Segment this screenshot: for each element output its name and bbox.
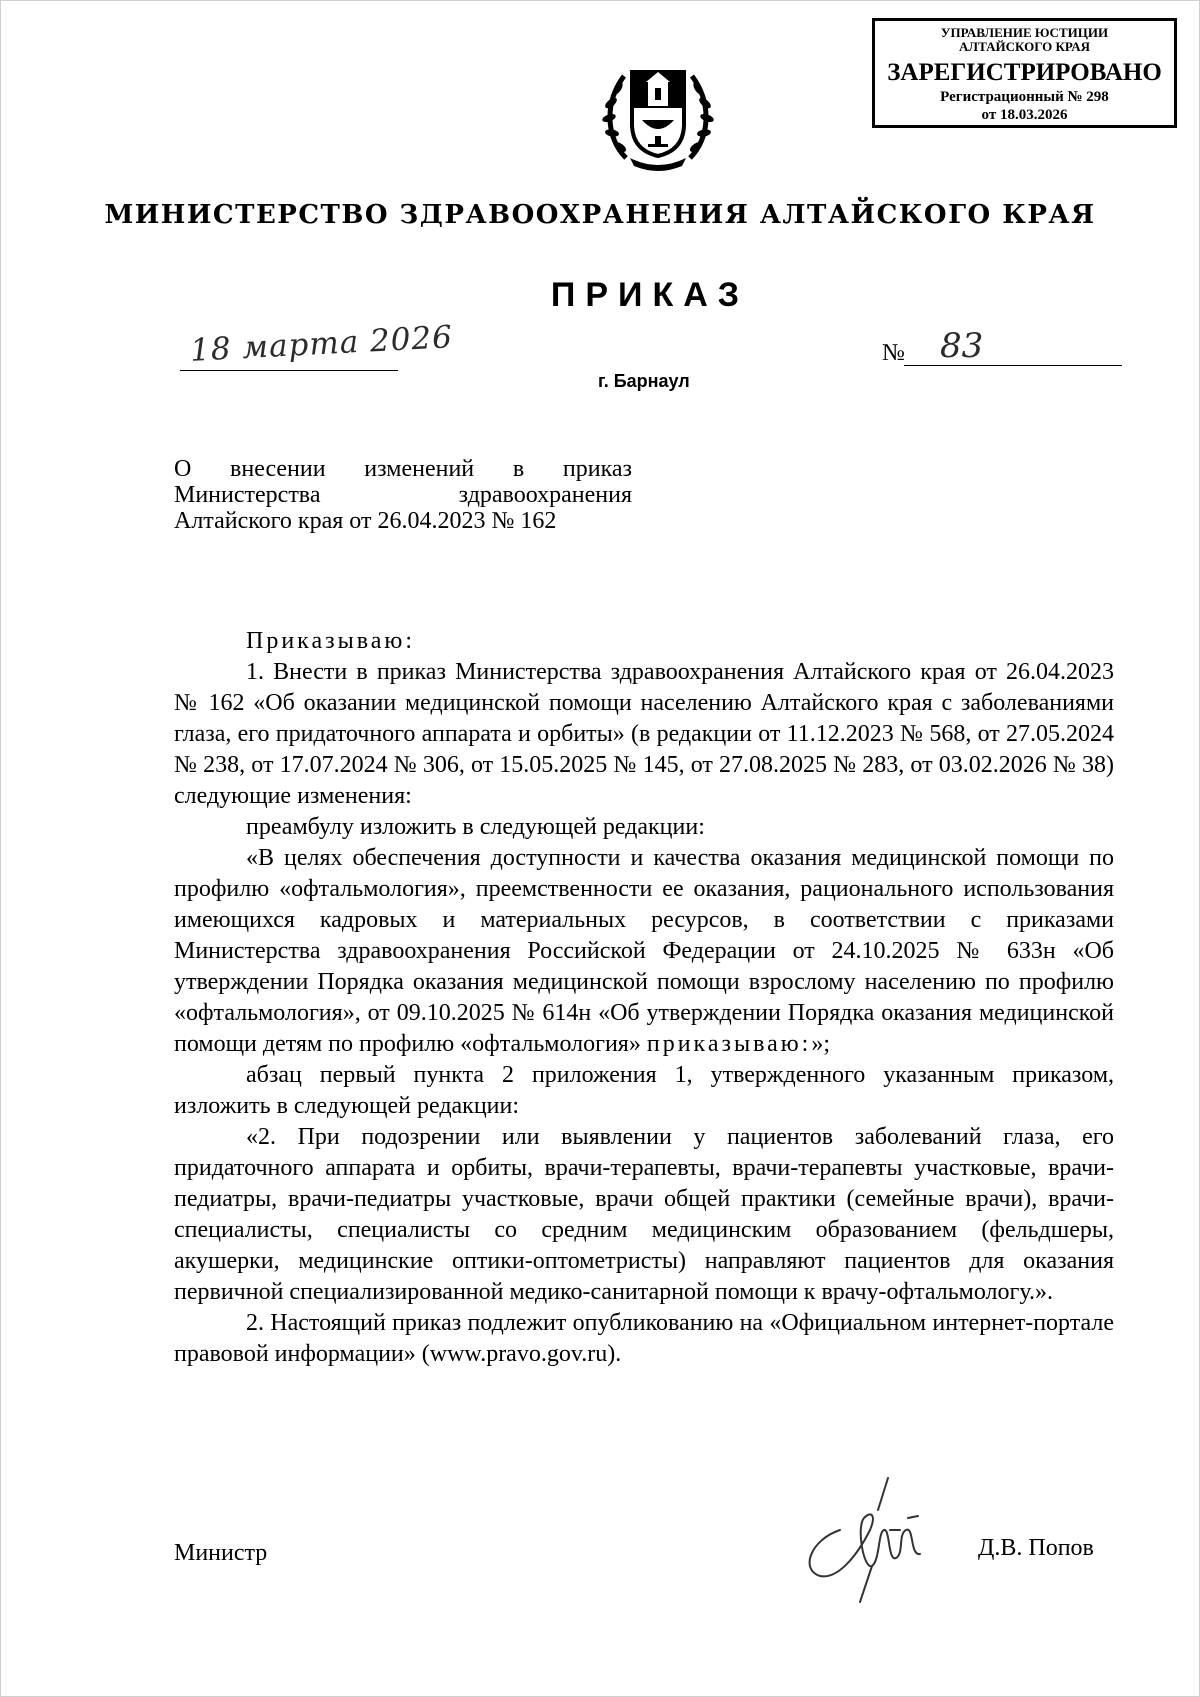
coat-of-arms-icon (596, 58, 720, 176)
stamp-org-line1: УПРАВЛЕНИЕ ЮСТИЦИИ (940, 25, 1109, 40)
paragraph-1: 1. Внести в приказ Министерства здравоохранения Алтайского края от 26.04.2023 № 162 «Об оказании медицинской помощи населению Алтайского края с заболеваниями глаза, его придаточного аппарата и орбиты» (в редакции от 11.12.2023 № 568, от 27.05.2024 № 238, от 17.07.2024 № 306, от 15.05.2025 № 145, от 27.08.2025 № 283, от 03.02.2026 № 38) следующие изменения: (174, 659, 1114, 809)
order-word-text: Приказываю: (246, 628, 415, 654)
number-sign: № (882, 340, 905, 366)
stamp-org (875, 26, 1174, 54)
date-underline (180, 370, 398, 371)
paragraph-3-main: «В целях обеспечения доступности и качества оказания медицинской помощи по профилю «офтальмология», преемственности ее оказания, рационального использования имеющихся кадровых и материальных ресурсов, в соответствии с приказами Министерства здравоохранения Российской Федерации от 24.10.2025 № 633н «Об утверждении Порядка оказания медицинской помощи взрослому населению по профилю «офтальмология», от 09.10.2025 № 614н «Об утверждении Порядка оказания медицинской помощи детям по профилю «офтальмология» (174, 845, 1114, 1057)
stamp-reg-date: от 18.03.2026 (981, 107, 1068, 123)
document-body (174, 626, 1114, 1370)
paragraph-3-order-word: приказываю: (646, 1031, 812, 1057)
paragraph-3-end: »; (811, 1031, 831, 1057)
paragraph-6: 2. Настоящий приказ подлежит опубликованию на «Официальном интернет-портале правовой информации» (www.pravo.gov.ru). (174, 1310, 1114, 1367)
subject-line: Алтайского края от 26.04.2023 № 162 (174, 508, 557, 534)
stamp-status: ЗАРЕГИСТРИРОВАНО (887, 59, 1162, 86)
stamp-org-line2: АЛТАЙСКОГО КРАЯ (959, 39, 1090, 54)
paragraph-3 (174, 843, 1114, 1060)
paragraph-5: «2. При подозрении или выявлении у пациентов заболеваний глаза, его придаточного аппарата и орбиты, врачи-терапевты, врачи-терапевты участковые, врачи-педиатры, врачи-педиатры участковые, врачи общей практики (семейные врачи), врачи-специалисты, специалисты со средним медицинским образованием (фельдшеры, акушерки, медицинские оптики-оптометристы) направляют пациентов для оказания первичной специализированной медико-санитарной помощи к врачу-офтальмологу.». (174, 1124, 1114, 1305)
signatory-name: Д.В. Попов (978, 1535, 1094, 1561)
ministry-title: МИНИСТЕРСТВО ЗДРАВООХРАНЕНИЯ АЛТАЙСКОГО КРАЯ (104, 200, 1096, 230)
document-subject (174, 456, 632, 534)
handwritten-date: 18 марта 2026 (189, 319, 454, 369)
paragraph-4: абзац первый пункта 2 приложения 1, утвержденного указанным приказом, изложить в следующей редакции: (174, 1062, 1114, 1119)
city: г. Барнаул (598, 371, 690, 391)
order-word (174, 626, 1114, 657)
subject-line: О внесении изменений в приказ (174, 456, 632, 482)
signatory-position: Министр (174, 1540, 268, 1566)
handwritten-number: 83 (940, 326, 984, 366)
signature-icon (780, 1470, 940, 1610)
stamp-reg-number: Регистрационный № 298 (940, 89, 1109, 105)
document-type: ПРИКАЗ (550, 276, 750, 314)
paragraph-2: преамбулу изложить в следующей редакции: (246, 814, 705, 840)
registration-stamp (872, 18, 1177, 128)
subject-line: Министерства здравоохранения (174, 482, 632, 508)
number-underline (904, 365, 1122, 366)
